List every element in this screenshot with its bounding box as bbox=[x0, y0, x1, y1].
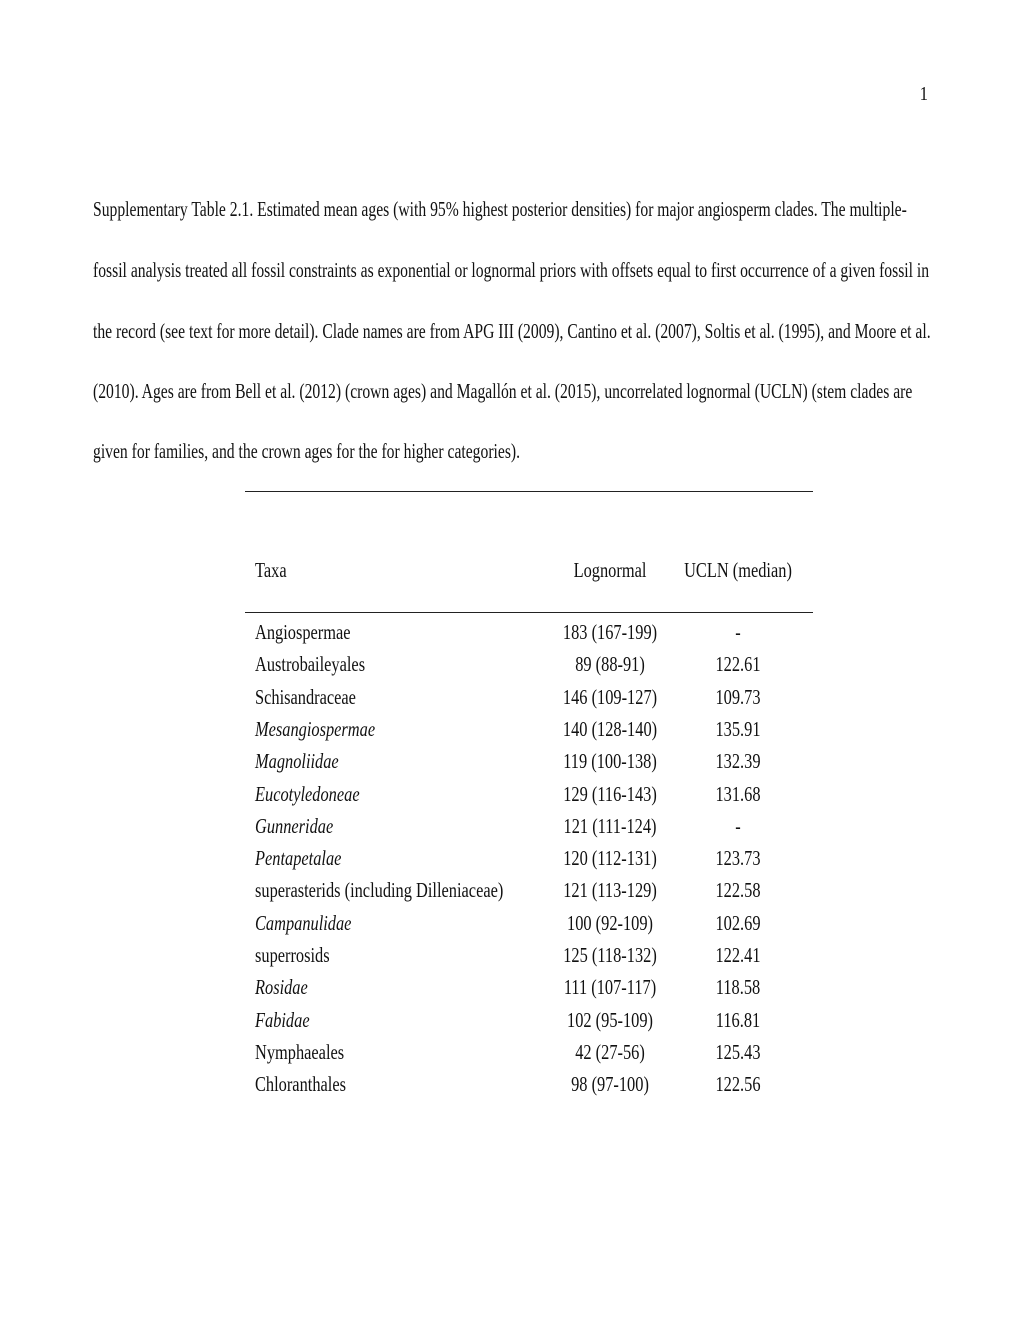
cell-ucln: 122.61 bbox=[715, 652, 761, 676]
cell-lognormal: 121 (111-124) bbox=[563, 814, 657, 838]
cell-lognormal: 125 (118-132) bbox=[563, 943, 657, 967]
cell-taxa: Mesangiospermae bbox=[255, 717, 376, 741]
cell-ucln: 102.69 bbox=[715, 911, 761, 935]
cell-ucln: 135.91 bbox=[715, 717, 761, 741]
caption-line: the record (see text for more detail). Clade names are from APG III (2009), Cantino et al. (2007), Soltis et al. (1995), and Moore et al. bbox=[93, 319, 931, 343]
cell-taxa: Pentapetalae bbox=[255, 846, 342, 870]
cell-ucln: - bbox=[735, 620, 741, 644]
cell-ucln: - bbox=[735, 814, 741, 838]
cell-taxa: Nymphaeales bbox=[255, 1040, 345, 1064]
caption-line: given for families, and the crown ages for the for higher categories). bbox=[93, 439, 521, 463]
cell-lognormal: 183 (167-199) bbox=[562, 620, 658, 644]
cell-ucln: 123.73 bbox=[715, 846, 761, 870]
table-top-rule bbox=[245, 491, 813, 492]
cell-ucln: 109.73 bbox=[715, 685, 761, 709]
cell-lognormal: 129 (116-143) bbox=[563, 782, 657, 806]
caption-line: Supplementary Table 2.1. Estimated mean ages (with 95% highest posterior densities) for major angiosperm clades. The multiple- bbox=[93, 197, 907, 221]
cell-taxa: superrosids bbox=[255, 943, 330, 967]
header-taxa: Taxa bbox=[255, 558, 287, 582]
caption-line: fossil analysis treated all fossil constraints as exponential or lognormal priors with offsets equal to first occurrence of a given fossil in bbox=[93, 258, 930, 282]
cell-ucln: 132.39 bbox=[715, 749, 761, 773]
cell-lognormal: 100 (92-109) bbox=[567, 911, 653, 935]
cell-taxa: Campanulidae bbox=[255, 911, 352, 935]
cell-taxa: Fabidae bbox=[255, 1008, 310, 1032]
cell-taxa: Angiospermae bbox=[255, 620, 351, 644]
cell-ucln: 122.58 bbox=[715, 878, 761, 902]
table-header-rule bbox=[245, 612, 813, 613]
header-lognormal: Lognormal bbox=[573, 558, 647, 582]
cell-taxa: Rosidae bbox=[255, 975, 308, 999]
cell-lognormal: 111 (107-117) bbox=[563, 975, 657, 999]
cell-lognormal: 146 (109-127) bbox=[562, 685, 658, 709]
cell-lognormal: 121 (113-129) bbox=[563, 878, 657, 902]
cell-lognormal: 102 (95-109) bbox=[567, 1008, 653, 1032]
cell-taxa: Magnoliidae bbox=[255, 749, 339, 773]
caption-line: (2010). Ages are from Bell et al. (2012) (crown ages) and Magallón et al. (2015), uncorrelated lognormal (UCLN) (stem clades are bbox=[93, 379, 913, 403]
cell-lognormal: 120 (112-131) bbox=[563, 846, 657, 870]
cell-lognormal: 119 (100-138) bbox=[563, 749, 657, 773]
cell-taxa: Eucotyledoneae bbox=[255, 782, 360, 806]
cell-lognormal: 42 (27-56) bbox=[575, 1040, 645, 1064]
cell-taxa: Chloranthales bbox=[255, 1072, 346, 1096]
cell-ucln: 122.41 bbox=[715, 943, 761, 967]
cell-taxa: Gunneridae bbox=[255, 814, 334, 838]
cell-lognormal: 89 (88-91) bbox=[575, 652, 645, 676]
page-number: 1 bbox=[919, 83, 928, 105]
cell-lognormal: 98 (97-100) bbox=[571, 1072, 649, 1096]
cell-ucln: 116.81 bbox=[715, 1008, 761, 1032]
cell-taxa: Austrobaileyales bbox=[255, 652, 366, 676]
cell-ucln: 125.43 bbox=[715, 1040, 761, 1064]
cell-ucln: 118.58 bbox=[715, 975, 761, 999]
cell-lognormal: 140 (128-140) bbox=[562, 717, 658, 741]
cell-ucln: 122.56 bbox=[715, 1072, 761, 1096]
cell-taxa: superasterids (including Dilleniaceae) bbox=[255, 878, 504, 902]
header-ucln: UCLN (median) bbox=[684, 558, 792, 582]
cell-taxa: Schisandraceae bbox=[255, 685, 356, 709]
cell-ucln: 131.68 bbox=[715, 782, 761, 806]
